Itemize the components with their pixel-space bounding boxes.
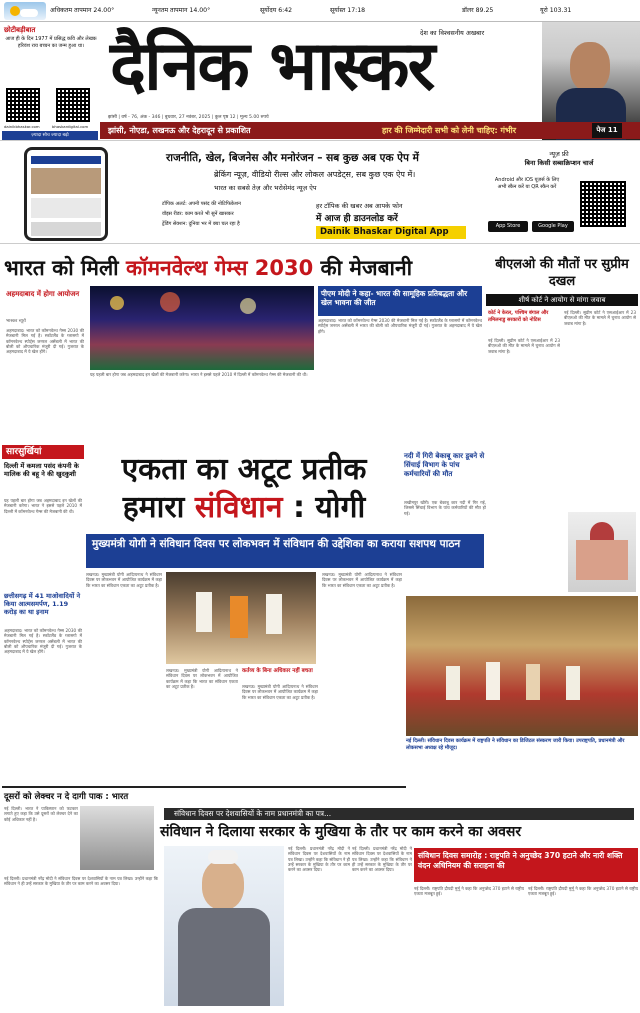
blo-body-1: नई दिल्ली। सुप्रीम कोर्ट ने एसआईआर में 23 बीएलओ की मौत के मामले में चुनाव आयोग से जवाब मांगा है।: [488, 338, 560, 354]
qr-code[interactable]: [6, 88, 40, 122]
weather-icon: [4, 2, 46, 20]
bottom-body-1: नई दिल्ली। प्रधानमंत्री नरेंद्र मोदी ने संविधान दिवस पर देशवासियों के नाम पत्र लिखा। उन्होंने कहा कि संविधान ने ही उन्हें सरकार के मुखिया के तौर पर काम करने का अवसर दिया।: [4, 876, 158, 887]
blo-sub: शीर्ष कोर्ट ने आयोग से मांगा जवाब: [486, 294, 638, 306]
lead-body-2: यह पहली बार होगा जब अहमदाबाद इन खेलों की मेजबानी करेगा। भारत ने इससे पहले 2010 में दिल्ली में कॉमनवेल्थ गेम्स की मेजबानी की थी।: [90, 372, 308, 377]
sambidhan-body-3: लखनऊ। मुख्यमंत्री योगी आदित्यनाथ ने संविधान दिवस पर लोकभवन में आयोजित कार्यक्रम में कहा कि भारत का संविधान एकता का अटूट प्रतीक है।: [242, 684, 318, 700]
pak-headline: दूसरों को लेक्चर न दे दागी पाक : भारत: [4, 792, 129, 802]
lead-headline-suffix: की मेजबानी: [320, 256, 413, 280]
lead-headline-prefix: भारत को मिली: [4, 256, 119, 280]
sambidhan-red: संविधान: [194, 490, 283, 525]
sambidhan-prefix: हमारा: [122, 490, 185, 525]
cities: झांसी, नोएडा, लखनऊ और देहरादून से प्रकाशित: [108, 126, 251, 135]
supreme-court-photo: [568, 512, 636, 592]
masthead-band: [100, 122, 640, 139]
sambidhan-body-4: लखनऊ। मुख्यमंत्री योगी आदित्यनाथ ने संविधान दिवस पर लोकभवन में आयोजित कार्यक्रम में कहा कि भारत का संविधान एकता का अटूट प्रतीक है।: [322, 572, 402, 588]
left-corner-box: [0, 22, 100, 140]
stadium-photo: [90, 286, 314, 370]
lead-headline-red: कॉमनवेल्थ गेम्स 2030: [125, 256, 314, 280]
news-free: न्यूज़ फ्री: [549, 150, 569, 158]
app-topic: हर टॉपिक की खबर अब आपके फोन: [316, 202, 403, 210]
site-link-2[interactable]: bhaskardigital.com: [52, 124, 89, 129]
brief-1-body: यह पहली बार होगा जब अहमदाबाद इन खेलों की मेजबानी करेगा। भारत ने इससे पहले 2010 में दिल्ली में कॉमनवेल्थ गेम्स की मेजबानी की थी।: [4, 498, 82, 514]
rashtrapati-body-1: नई दिल्ली। राष्ट्रपति द्रौपदी मुर्मू ने कहा कि अनुच्छेद 370 हटाने से राष्ट्रीय एकता मजबूत हुई।: [414, 886, 524, 897]
edition-line: झांसी | वर्ष - 76, अंक - 346 | बुधवार, 27 नवंबर, 2025 | कुल पृष्ठ 12 | मूल्य 5.00 रुपये: [108, 115, 269, 120]
no-subscription: बिना किसी सब्सक्रिप्शन चार्ज: [524, 159, 594, 167]
pak-body: नई दिल्ली। भारत ने पाकिस्तान को फटकार लगाते हुए कहा कि उसे दूसरों को लेक्चर देने का कोई अधिकार नहीं है।: [4, 806, 78, 822]
rashtrapati-body-2: नई दिल्ली। राष्ट्रपति द्रौपदी मुर्मू ने कहा कि अनुच्छेद 370 हटाने से राष्ट्रीय एकता मजबूत हुई।: [528, 886, 638, 897]
bottom-body-2: नई दिल्ली। प्रधानमंत्री नरेंद्र मोदी ने संविधान दिवस पर देशवासियों के नाम पत्र लिखा। उन्होंने कहा कि संविधान ने ही उन्हें सरकार के मुखिया के तौर पर काम करने का अवसर दिया।: [288, 846, 350, 873]
rashtrapati-box-title: संविधान दिवस समारोह : राष्ट्रपति ने अनुच्छेद 370 हटाने और नारी शक्ति वंदन अधिनियम की सराहना की: [414, 848, 638, 882]
euro-rate: यूरो 103.31: [540, 7, 572, 14]
sunrise: सूर्योदय 6:42: [260, 7, 293, 14]
brief-1-title: दिल्ली में कमला पसंद कंपनी के मालिक की बहू ने की खुदकुशी: [4, 462, 79, 478]
platforms: [482, 177, 572, 191]
bullet-2: वॉइस रीडर: काम करते भी सुनें खासकर: [162, 211, 234, 217]
photo-caption: नई दिल्ली। संविधान दिवस कार्यक्रम में राष्ट्रपति ने संविधान का डिजिटल संस्करण जारी किया। उपराष्ट्रपति, प्रधानमंत्री और लोकसभा अध्यक्ष रहे मौजूद।: [406, 738, 625, 751]
blo-headline: बीएलओ की मौतों पर सुप्रीम दखल: [495, 257, 629, 289]
sambidhan-body-1: लखनऊ। मुख्यमंत्री योगी आदित्यनाथ ने संविधान दिवस पर लोकभवन में आयोजित कार्यक्रम में कहा कि भारत का संविधान एकता का अटूट प्रतीक है।: [86, 572, 162, 588]
pm-quote: पीएम मोदी ने कहा- भारत की सामूहिक प्रतिबद्धता और खेल भावना की जीत: [318, 286, 482, 316]
masthead-slogan: देश का विश्वसनीय अखबार: [420, 29, 485, 37]
google-play-button[interactable]: Google Play: [532, 221, 574, 232]
app-download: में आज ही डाउनलोड करें: [316, 214, 398, 224]
app-trust: भारत का सबसे तेज़ और भरोसेमंद न्यूज़ ऐप: [214, 184, 317, 192]
qr-code-2[interactable]: [56, 88, 90, 122]
brief-2-body: अहमदाबाद। भारत को कॉमनवेल्थ गेम्स 2030 की मेजबानी मिल गई है। स्कॉटलैंड के ग्लासगो में कॉमनवेल्थ स्पोर्ट्स जनरल असेंबली में भारत की बोली को औपचारिक मंजूरी दी गई। गुजरात के अहमदाबाद में ये खेल होंगे।: [4, 628, 82, 655]
sambidhan-caption: कर्तव्य के बिना अधिकार नहीं बचता: [242, 668, 313, 674]
app-headline: राजनीति, खेल, बिजनेस और मनोरंजन – सब कुछ अब एक ऐप में: [166, 152, 419, 164]
promo-page-badge[interactable]: पेज 11: [592, 123, 622, 138]
sambidhan-line2: [86, 490, 402, 526]
pak-photo: [80, 806, 154, 870]
app-right: [482, 149, 636, 167]
bullet-1: टॉपिक अलर्ट: अपनी पसंद की नोटिफिकेशन: [162, 201, 241, 207]
small-big-label: छोटीबड़ीबात: [4, 26, 36, 34]
nadi-headline: नदी में गिरी बेकाबू कार डूबने से सिंचाई विभाग के पांच कर्मचारियों की मौत: [404, 452, 485, 478]
bottom-headline: संविधान ने दिलाया सरकार के मुखिया के तौर पर काम करने का अवसर: [160, 824, 522, 840]
app-bullets: [162, 199, 241, 229]
small-big-text: आज ही के दिन 1977 में प्रसिद्ध कवि और लेखक हरिवंश राय बच्चन का जन्म हुआ था।: [5, 36, 97, 49]
tagline: ज़्यादा सोच ज्यादा बढ़ो: [2, 131, 98, 140]
bullet-3: ट्रेंडिंग सेक्शन: दुनिया भर में क्या चल रहा है: [162, 221, 240, 227]
blo-body-2: नई दिल्ली। सुप्रीम कोर्ट ने एसआईआर में 23 बीएलओ की मौत के मामले में चुनाव आयोग से जवाब मांगा है।: [564, 310, 636, 326]
brief-2-title: छत्तीसगढ़ में 41 माओवादियों ने किया आत्मसमर्पण, 1.19 करोड़ का था इनाम: [4, 592, 81, 616]
min-temp: न्यूनतम तापमान 14.00°: [152, 7, 211, 14]
bottom-body-3: नई दिल्ली। प्रधानमंत्री नरेंद्र मोदी ने संविधान दिवस पर देशवासियों के नाम पत्र लिखा। उन्होंने कहा कि संविधान ने ही उन्हें सरकार के मुखिया के तौर पर काम करने का अवसर दिया।: [352, 846, 412, 873]
promo-headline[interactable]: हार की जिम्मेदारी सभी को लेनी चाहिए: गंभीर: [382, 126, 516, 135]
app-ad: [0, 140, 640, 244]
lead-headline: [4, 254, 482, 282]
president-photo: [406, 596, 638, 736]
sarsurkhiyan-label: सारसुर्खियां: [2, 445, 84, 459]
weather-bar: [0, 0, 640, 22]
lead-kicker: अहमदाबाद में होगा आयोजन: [6, 290, 80, 298]
dollar-rate: डॉलर 89.25: [462, 7, 494, 14]
sunset: सूर्यास्त 17:18: [330, 7, 366, 14]
blo-bullet: कोर्ट ने केरल, पश्चिम बंगाल और तमिलनाडु सरकारों को नोटिस: [488, 310, 549, 323]
app-subline: ब्रेकिंग न्यूज़, वीडियो रील्स और लोकल अपडेट्स, सब कुछ एक ऐप में।: [214, 170, 416, 179]
pm-photo: [164, 846, 284, 1006]
sambidhan-banner: मुख्यमंत्री योगी ने संविधान दिवस पर लोकभवन में संविधान की उद्देशिका का कराया सशपथ पाठन: [86, 534, 484, 568]
nadi-body: लखीमपुर खीरी। एक बेकाबू कार नदी में गिर गई, जिससे सिंचाई विभाग के पांच कर्मचारियों की मौत हो गई।: [404, 500, 486, 516]
phone-mockup: [24, 147, 108, 241]
app-qr-code[interactable]: [580, 181, 626, 227]
sambidhan-line1: एकता का अटूट प्रतीक: [121, 452, 367, 487]
lead-body-3: अहमदाबाद। भारत को कॉमनवेल्थ गेम्स 2030 की मेजबानी मिल गई है। स्कॉटलैंड के ग्लासगो में कॉमनवेल्थ स्पोर्ट्स जनरल असेंबली में भारत की बोली को औपचारिक मंजूरी दी गई। गुजरात के अहमदाबाद में ये खेल होंगे।: [318, 318, 482, 334]
max-temp: अधिकतम तापमान 24.00°: [50, 7, 115, 14]
scan-line: अभी स्कैन करें या QR स्कैन करें: [497, 184, 557, 190]
platforms-line: Android और iOS यूज़र्स के लिए: [494, 177, 560, 183]
sambidhan-photo: [166, 572, 316, 664]
sambidhan-body-2: लखनऊ। मुख्यमंत्री योगी आदित्यनाथ ने संविधान दिवस पर लोकभवन में आयोजित कार्यक्रम में कहा कि भारत का संविधान एकता का अटूट प्रतीक है।: [166, 668, 238, 689]
site-link-1[interactable]: dainikbhaskar.com: [4, 124, 40, 129]
app-store-button[interactable]: App Store: [488, 221, 528, 232]
app-name[interactable]: Dainik Bhaskar Digital App: [316, 226, 466, 239]
lead-bureau: भास्कर ब्यूरो: [6, 319, 26, 324]
sambidhan-suffix: : योगी: [292, 490, 366, 525]
lead-body-1: अहमदाबाद। भारत को कॉमनवेल्थ गेम्स 2030 की मेजबानी मिल गई है। स्कॉटलैंड के ग्लासगो में कॉमनवेल्थ स्पोर्ट्स जनरल असेंबली में भारत की बोली को औपचारिक मंजूरी दी गई। गुजरात के अहमदाबाद में ये खेल होंगे।: [6, 328, 84, 355]
masthead-title: दैनिक भास्कर: [110, 26, 434, 106]
bottom-kicker: संविधान दिवस पर देशवासियों के नाम प्रधानमंत्री का पत्र...: [164, 808, 634, 820]
